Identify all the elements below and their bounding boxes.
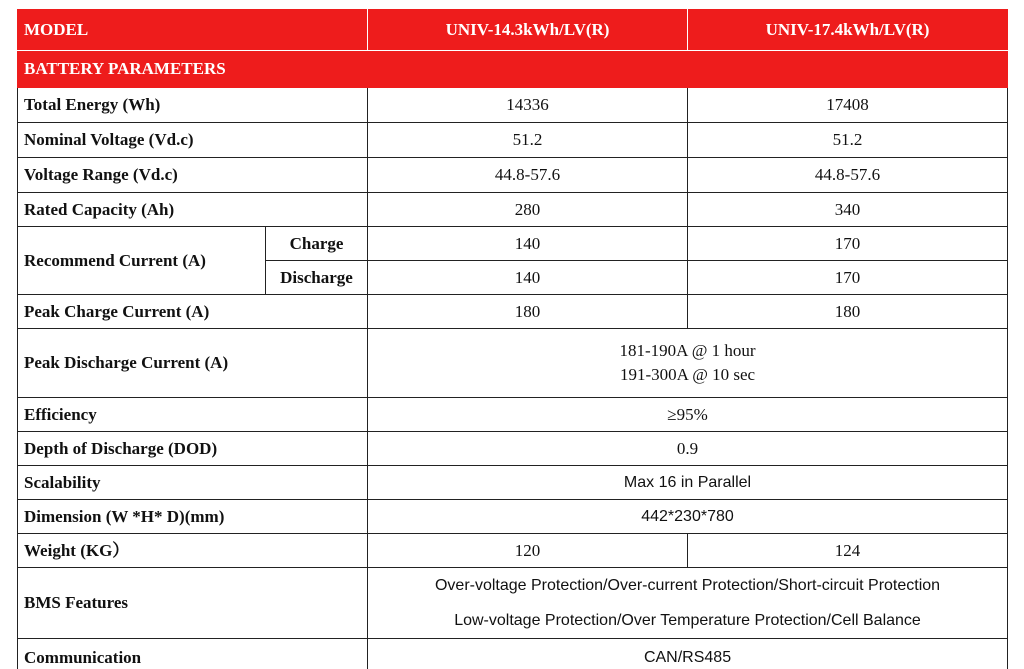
discharge-b: 170: [688, 261, 1008, 295]
communication-value: CAN/RS485: [368, 639, 1008, 669]
recommend-current-label: Recommend Current (A): [18, 227, 266, 295]
peak-discharge-label: Peak Discharge Current (A): [18, 329, 368, 398]
row-peak-charge: [18, 295, 1008, 329]
charge-a: 140: [368, 227, 688, 261]
row-voltage-range: [18, 158, 1008, 193]
model-a-header: UNIV-14.3kWh/LV(R): [368, 10, 688, 51]
row-peak-discharge: [18, 329, 1008, 398]
total-energy-label: Total Energy (Wh): [18, 88, 368, 123]
peak-charge-b: 180: [688, 295, 1008, 329]
peak-discharge-value: [368, 329, 1008, 398]
weight-a: 120: [368, 534, 688, 568]
bms-line1: Over-voltage Protection/Over-current Protection/Short-circuit Protection: [434, 577, 941, 594]
bms-line2: Low-voltage Protection/Over Temperature Protection/Cell Balance: [454, 612, 921, 629]
charge-b: 170: [688, 227, 1008, 261]
rated-capacity-a: 280: [368, 193, 688, 227]
row-communication: [18, 639, 1008, 669]
nominal-voltage-a: 51.2: [368, 123, 688, 158]
voltage-range-label: Voltage Range (Vd.c): [18, 158, 368, 193]
total-energy-b: 17408: [688, 88, 1008, 123]
efficiency-value: ≥95%: [368, 398, 1008, 432]
nominal-voltage-label: Nominal Voltage (Vd.c): [18, 123, 368, 158]
row-rated-capacity: [18, 193, 1008, 227]
section-title: BATTERY PARAMETERS: [18, 51, 1008, 88]
weight-b: 124: [688, 534, 1008, 568]
scalability-label: Scalability: [18, 466, 368, 500]
spec-table: [17, 9, 1008, 669]
row-nominal-voltage: [18, 123, 1008, 158]
communication-label: Communication: [18, 639, 368, 669]
dimension-value: 442*230*780: [368, 500, 1008, 534]
total-energy-a: 14336: [368, 88, 688, 123]
header-row: [18, 10, 1008, 51]
dimension-label: Dimension (W *H* D)(mm): [18, 500, 368, 534]
discharge-label: Discharge: [266, 261, 368, 295]
voltage-range-a: 44.8-57.6: [368, 158, 688, 193]
row-efficiency: [18, 398, 1008, 432]
model-label: MODEL: [18, 10, 368, 51]
efficiency-label: Efficiency: [18, 398, 368, 432]
model-b-header: UNIV-17.4kWh/LV(R): [688, 10, 1008, 51]
peak-charge-label: Peak Charge Current (A): [18, 295, 368, 329]
rated-capacity-label: Rated Capacity (Ah): [18, 193, 368, 227]
peak-discharge-line2: 191-300A @ 10 sec: [619, 365, 756, 384]
row-recommend-charge: [18, 227, 1008, 261]
nominal-voltage-b: 51.2: [688, 123, 1008, 158]
discharge-a: 140: [368, 261, 688, 295]
row-dimension: [18, 500, 1008, 534]
row-bms: [18, 568, 1008, 639]
row-total-energy: [18, 88, 1008, 123]
scalability-value: Max 16 in Parallel: [368, 466, 1008, 500]
section-row: [18, 51, 1008, 88]
peak-charge-a: 180: [368, 295, 688, 329]
bms-label: BMS Features: [18, 568, 368, 639]
row-weight: [18, 534, 1008, 568]
row-scalability: [18, 466, 1008, 500]
peak-discharge-line1: 181-190A @ 1 hour: [619, 341, 756, 360]
rated-capacity-b: 340: [688, 193, 1008, 227]
dod-label: Depth of Discharge (DOD): [18, 432, 368, 466]
dod-value: 0.9: [368, 432, 1008, 466]
voltage-range-b: 44.8-57.6: [688, 158, 1008, 193]
bms-value: [368, 568, 1008, 639]
weight-label: Weight (KG）: [18, 534, 368, 568]
charge-label: Charge: [266, 227, 368, 261]
row-dod: [18, 432, 1008, 466]
